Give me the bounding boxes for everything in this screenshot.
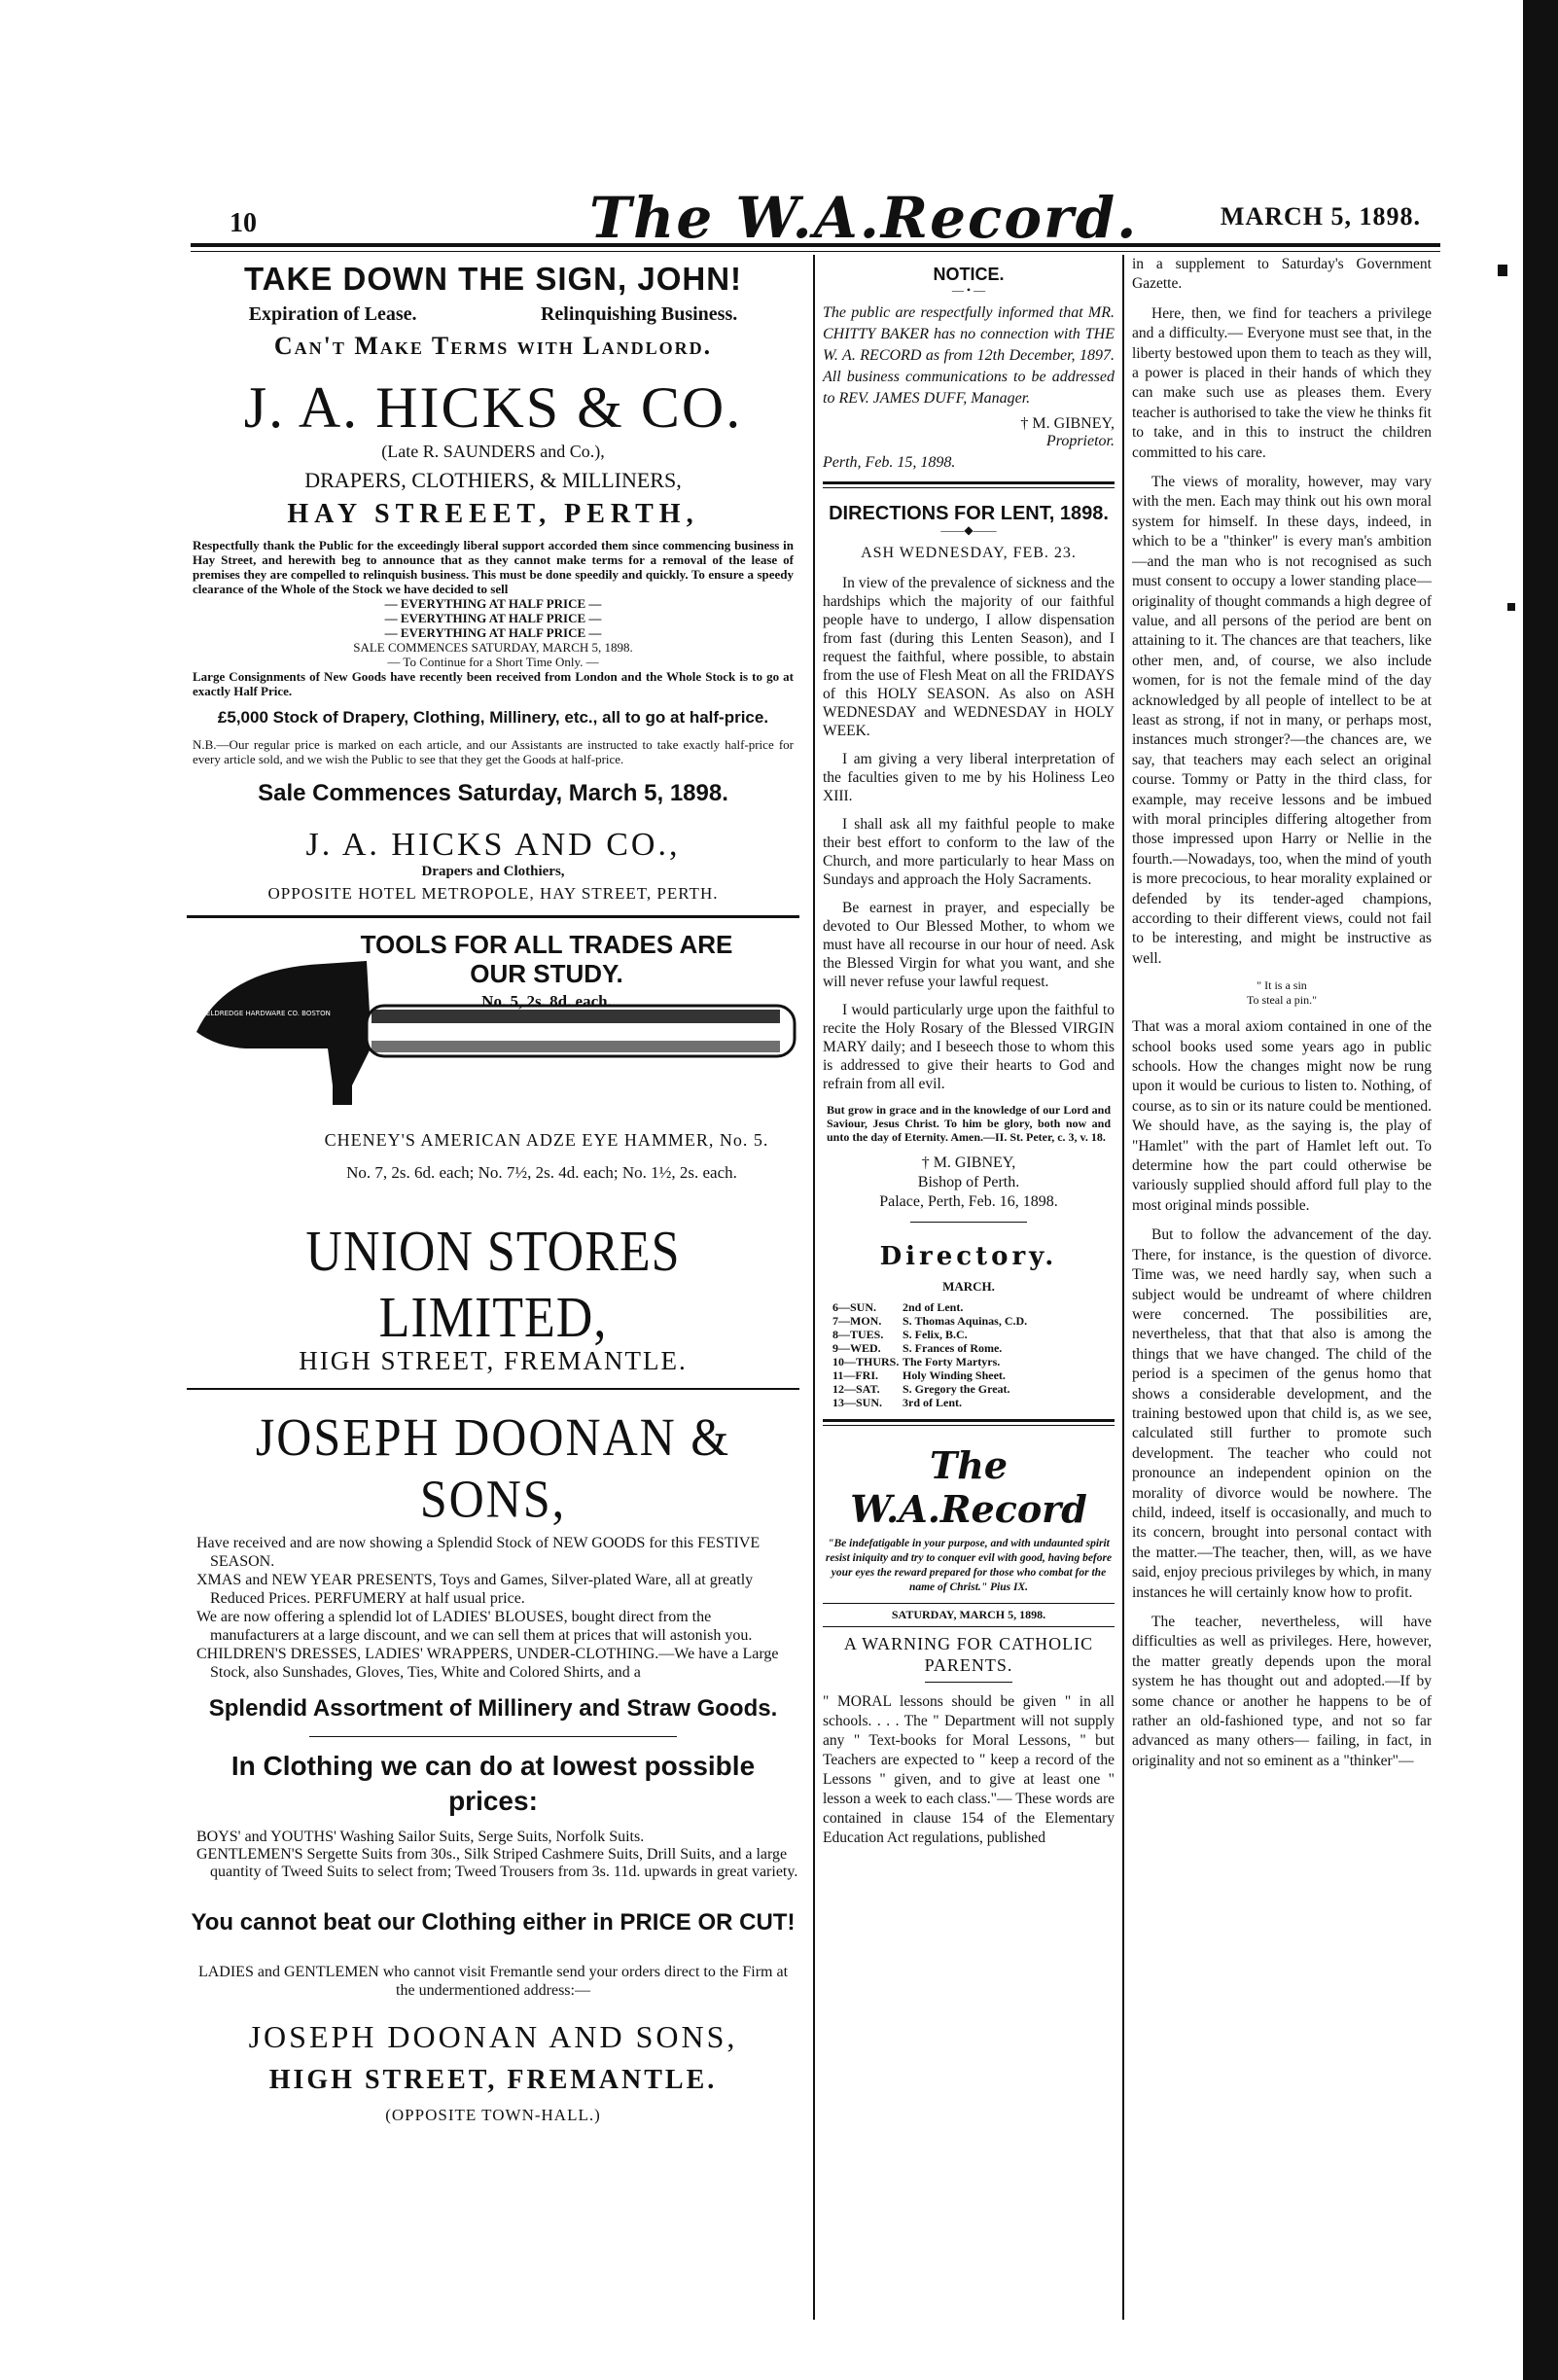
page-number: 10 (230, 208, 257, 238)
entry-text: 2nd of Lent. (903, 1300, 964, 1314)
directory-list (823, 1300, 1115, 1409)
lent-paragraph: Be earnest in prayer, and especially be devoted to Our Blessed Mother, to whom we must have all recourse in our hour of need. Ask the Blessed Virgin for what you want, and she will never refuse your lawful request. (823, 900, 1115, 990)
directory-entry (832, 1341, 1115, 1355)
ornament: — • — (951, 283, 986, 297)
lent-place: Palace, Perth, Feb. 16, 1898. (879, 1193, 1058, 1210)
entry-day: 10—THURS. (832, 1355, 900, 1368)
record-date: SATURDAY, MARCH 5, 1898. (891, 1608, 1046, 1621)
entry-day: 11—FRI. (832, 1368, 879, 1382)
column-middle (813, 255, 1124, 2320)
entry-day: 9—WED. (832, 1341, 881, 1355)
header-rule-thin (191, 251, 1440, 252)
tools-price: No. 5, 2s. 8d. each. (481, 992, 612, 1011)
notice-title: NOTICE. (933, 265, 1005, 284)
entry-day: 6—SUN. (832, 1300, 877, 1314)
directory-entry (832, 1328, 1115, 1341)
ad-sub-left: Expiration of Lease. (248, 303, 417, 325)
header-rule (191, 243, 1440, 247)
ad-headline: TAKE DOWN THE SIGN, JOHN! (243, 261, 743, 297)
lent-title: DIRECTIONS FOR LENT, 1898. (829, 503, 1109, 524)
doonan-advertisement (187, 1406, 799, 2125)
ad-subline (187, 303, 799, 326)
article-paragraph: That was a moral axiom contained in one of the school books used some years ago in public schools. How the changes might now be rung upon it would be curious to listen to. Nothing, of course, as to sin or its nature could be mentioned. We should have, as the saying is, the play of "Hamlet" with the part of Hamlet left out. To determine how the part could otherwise be variously supplied should afford full play to the most original minds possible. (1132, 1018, 1432, 1214)
article-paragraph: Here, then, we find for teachers a privilege and a difficulty.— Everyone must see that, in the liberty bestowed upon them to teach as they will, a power is placed in their hands of which they can make such use as pleases them. Every teacher is authorised to take the view he thinks fit to take, and in this to instruct the children committed to his care. (1132, 304, 1432, 461)
clothing-item: GENTLEMEN'S Sergette Suits from 30s., Silk Striped Cashmere Suits, Drill Suits, and a large quantity of Tweed Suits to select from; Tweed Trousers from 3s. 11d. upwards in great variety. (196, 1846, 798, 1880)
entry-text: S. Gregory the Great. (903, 1382, 1010, 1396)
entry-day: 7—MON. (832, 1314, 882, 1328)
clothing-item: BOYS' and YOUTHS' Washing Sailor Suits, Serge Suits, Norfolk Suits. (196, 1829, 645, 1845)
directory-entry (832, 1382, 1115, 1396)
tools-title: TOOLS FOR ALL TRADES ARE OUR STUDY. (360, 930, 733, 988)
divider (823, 481, 1115, 488)
doonan-name: JOSEPH DOONAN & SONS, (255, 1406, 731, 1529)
newspaper-page (181, 185, 1440, 2320)
doonan-street: HIGH STREET, FREMANTLE. (268, 2065, 718, 2095)
doonan-lines (187, 1534, 799, 1682)
tools-advertisement (187, 930, 799, 1222)
entry-day: 13—SUN. (832, 1396, 883, 1409)
stock-line: £5,000 Stock of Drapery, Clothing, Millinery, etc., all to go at half-price. (217, 708, 769, 727)
directory-entry (832, 1396, 1115, 1409)
clothing-lines (187, 1829, 799, 1881)
divider (187, 1388, 799, 1390)
divider (910, 1222, 1027, 1223)
clothing-line: In Clothing we can do at lowest possible prices: (230, 1751, 756, 1816)
article-paragraph: But to follow the advancement of the day. There, for instance, is the question of divorce. Time was, we need hardly say, when such a subject would be undreamt of where children were concerned. The possibilities are, nevertheless, that that that also is among the things that we have changed. The child of the period is a specimen of the genus homo that shows a considerable development, and the training bestowed upon that child is, as we see, calculated still further to promote such development. The teacher who could not pronounce an independent opinion on the morality of divorce would be nowhere. The child, indeed, itself is occasionally, and much to its concern, brought into personal contact with the matter.—The teacher, then, will, as we have said, enjoy precious privileges by which, in many instances he will certainly know how to profit. (1132, 1226, 1432, 1601)
directory-title: Directory. (879, 1242, 1058, 1271)
ad-body: Respectfully thank the Public for the exceedingly liberal support accorded them since commencing business in Hay Street, and herewith beg to announce that as they cannot make terms for a removal of the lease of premises they are compelled to relinquish business. This must be done speedily and quickly. To ensure a speedy clearance of the Whole of the Stock we have decided to sell (193, 538, 794, 596)
lent-signature: † M. GIBNEY, (921, 1154, 1016, 1171)
scan-mark (1507, 603, 1515, 611)
record-motto: "Be indefatigable in your purpose, and with undaunted spirit resist iniquity and try to conquer evil with good, having before your eyes the reward prepared for those who combat for the name of Christ." Pius IX. (825, 1538, 1113, 1593)
entry-text: Holy Winding Sheet. (903, 1368, 1006, 1382)
lent-paragraph: I shall ask all my faithful people to make their best effort to conform to the law of the Church, and more particularly to hear Mass on Sundays and approach the Holy Sacraments. (823, 816, 1115, 888)
entry-text: S. Thomas Aquinas, C.D. (903, 1314, 1028, 1328)
doonan-line: We are now offering a splendid lot of LADIES' BLOUSES, bought direct from the manufacturers at a large discount, and we can sell them at prices that will astonish you. (196, 1609, 753, 1644)
ad-sub-right: Relinquishing Business. (540, 303, 738, 325)
article-paragraph: The teacher, nevertheless, will have difficulties as well as privileges. Here, however, the matter greatly depends upon the moral system he has thought out and adopted.—If by some chance or another he happens to be of rather an old-fashioned type, and not so far advanced as many others— failing, in fact, in originality and not so eminent as a "thinker"— (1132, 1614, 1432, 1769)
ornament: ——◆—— (940, 523, 997, 537)
lent-scripture: But grow in grace and in the knowledge of our Lord and Saviour, Jesus Christ. To him be glory, both now and unto the day of Eternity. Amen.—II. St. Peter, c. 3, v. 18. (827, 1103, 1111, 1144)
store-street: HIGH STREET, FREMANTLE. (299, 1346, 688, 1375)
lent-body (823, 574, 1115, 1093)
divider (309, 1736, 677, 1737)
lent-role: Bishop of Perth. (917, 1174, 1020, 1190)
ad-firm-name: J. A. HICKS & CO. (243, 375, 743, 440)
page-header (181, 185, 1440, 251)
article-paragraph: in a supplement to Saturday's Government Gazette. (1132, 256, 1432, 293)
lent-ash: ASH WEDNESDAY, FEB. 23. (861, 545, 1077, 561)
article-quote (1132, 978, 1432, 1008)
continue-note: — To Continue for a Short Time Only. — (387, 655, 599, 669)
column-left (187, 255, 799, 2320)
warning-body: " MORAL lessons should be given " in all schools. . . . The " Department will not supply any " Text-books for Moral Lessons, " but Teachers are expected to " keep a record of the Lessons " given, and to give at least one " lesson a week to each class."— These words are contained in clause 154 of the Elementary Education Act regulations, published (823, 1693, 1115, 1846)
ad-cant: Can't Make Terms with Landlord. (273, 332, 713, 360)
divider (925, 1682, 1012, 1683)
nb-note: N.B.—Our regular price is marked on each article, and our Assistants are instructed to take exactly half-price for every article sold, and we wish the Public to see that they get the Goods at half-price. (193, 737, 794, 766)
ad-trade: DRAPERS, CLOTHIERS, & MILLINERS, (304, 468, 682, 492)
masthead: The W.A.Record. (589, 185, 1139, 251)
doonan-line: CHILDREN'S DRESSES, LADIES' WRAPPERS, UNDER-CLOTHING.—We have a Large Stock, also Sunshades, Gloves, Ties, White and Colored Shirts, and a (196, 1646, 779, 1681)
lent-paragraph: I would particularly urge upon the faithful to recite the Holy Rosary of the Blessed VIRGIN MARY daily; and I beseech those to whom this is addressed to give their hearts to God and refrain from all evil. (823, 1002, 1115, 1092)
hicks-advertisement (187, 261, 799, 904)
hammer-label: ELDREDGE HARDWARE CO. BOSTON (206, 1010, 331, 1017)
directory-entry (832, 1300, 1115, 1314)
hammer-numbers: No. 7, 2s. 6d. each; No. 7½, 2s. 4d. each; No. 1½, 2s. each. (346, 1163, 737, 1182)
consignments: Large Consignments of New Goods have recently been received from London and the Whole Stock is to go at exactly Half Price. (193, 669, 794, 698)
quote-line: To steal a pin." (1246, 993, 1318, 1008)
store-name: UNION STORES LIMITED, (305, 1220, 681, 1350)
column-right (1126, 255, 1437, 2320)
notice-place: Perth, Feb. 15, 1898. (823, 454, 956, 471)
notice-body: The public are respectfully informed that MR. CHITTY BAKER has no connection with THE W. A. RECORD as from 12th December, 1897. All business communications to be addressed to REV. JAMES DUFF, Manager. (823, 304, 1115, 407)
ladies-line: LADIES and GENTLEMEN who cannot visit Fremantle send your orders direct to the Firm at the undermentioned address:— (197, 1964, 789, 1999)
ad-street: HAY STREEET, PERTH, (287, 499, 699, 529)
entry-text: S. Frances of Rome. (903, 1341, 1003, 1355)
directory-entry (832, 1355, 1115, 1368)
hammer-name: CHENEY'S AMERICAN ADZE EYE HAMMER, No. 5. (324, 1130, 769, 1150)
divider (823, 1419, 1115, 1426)
sale-banner: Sale Commences Saturday, March 5, 1898. (258, 780, 728, 806)
warning-title: A WARNING FOR CATHOLIC PARENTS. (843, 1634, 1094, 1675)
sale-commences: SALE COMMENCES SATURDAY, MARCH 5, 1898. (353, 640, 633, 655)
ad-firm-name-2: J. A. HICKS AND CO., (305, 827, 681, 863)
directory-entry (832, 1368, 1115, 1382)
scan-edge (1523, 0, 1558, 2380)
quote-line: " It is a sin (1257, 978, 1307, 993)
ad-drapers: Drapers and Clothiers, (421, 864, 565, 879)
doonan-opposite: (OPPOSITE TOWN-HALL.) (385, 2106, 601, 2124)
entry-text: The Forty Martyrs. (903, 1355, 1001, 1368)
divider (823, 1603, 1115, 1604)
lent-paragraph: I am giving a very liberal interpretation of the faculties given to me by his Holiness Leo XIII. (823, 751, 1115, 804)
issue-date: MARCH 5, 1898. (1220, 202, 1421, 231)
half-price-1: — EVERYTHING AT HALF PRICE — (384, 596, 602, 611)
doonan-name-2: JOSEPH DOONAN AND SONS, (248, 2019, 738, 2054)
record-masthead: The W.A.Record (850, 1443, 1087, 1531)
ad-opposite: OPPOSITE HOTEL METROPOLE, HAY STREET, PERTH. (267, 884, 719, 903)
divider (823, 1626, 1115, 1627)
directory-month: MARCH. (942, 1279, 995, 1294)
notice-signature: † M. GIBNEY, (1020, 415, 1115, 432)
scan-mark (1498, 265, 1507, 276)
article-body (1132, 255, 1432, 1771)
doonan-line: Have received and are now showing a Splendid Stock of NEW GOODS for this FESTIVE SEASON. (196, 1535, 761, 1570)
notice-role: Proprietor. (1045, 433, 1115, 449)
doonan-line: XMAS and NEW YEAR PRESENTS, Toys and Games, Silver-plated Ware, all at greatly Reduced Prices. PERFUMERY at half usual price. (196, 1572, 754, 1607)
half-price-3: — EVERYTHING AT HALF PRICE — (384, 625, 602, 640)
entry-text: 3rd of Lent. (903, 1396, 962, 1409)
divider (187, 915, 799, 918)
entry-day: 8—TUES. (832, 1328, 884, 1341)
half-price-2: — EVERYTHING AT HALF PRICE — (384, 611, 602, 625)
splendid-line: Splendid Assortment of Millinery and Straw Goods. (208, 1695, 778, 1722)
entry-text: S. Felix, B.C. (903, 1328, 968, 1341)
directory-entry (832, 1314, 1115, 1328)
entry-day: 12—SAT. (832, 1382, 880, 1396)
article-paragraph: The views of morality, however, may vary with the men. Each may think out his own moral system for himself. In these days, indeed, in which to be a "thinker" is every man's ambition—and the man who is not recognised as such must consent to occupy a lower standing place—originality of thought commands a high degree of value, and all persons of the period are bent on attaining to it. The chances are that teachers, like other men, and, of course, we also include women, for is not the female mind of the day acknowledged by all people of intellect to be at least as strong, if not in many, or perhaps most, instances much stronger?—the chances are, we say, that teachers may each select an original course. Tommy or Patty in the third class, for example, may receive lessons and be imbued with moral principles differing altogether from those impressed upon Harry or Nellie in the fourth.—Nowadays, too, when the mind of youth is more precocious, to hear morality explained or defended by its tender-aged champions, according to their different views, could not fail to be interesting, and might be instructive as well. (1132, 474, 1432, 967)
ad-late: (Late R. SAUNDERS and Co.), (381, 442, 605, 461)
beat-line: You cannot beat our Clothing either in PRICE OR CUT! (191, 1909, 796, 1936)
lent-paragraph: In view of the prevalence of sickness and the hardships which the majority of our faithful people have to undergo, I allow dispensation from fast (during this Lenten Season), and I request the faithful, where possible, to abstain from the use of Flesh Meat on all the FRIDAYS of this HOLY SEASON. As also on ASH WEDNESDAY and WEDNESDAY in HOLY WEEK. (823, 575, 1115, 739)
